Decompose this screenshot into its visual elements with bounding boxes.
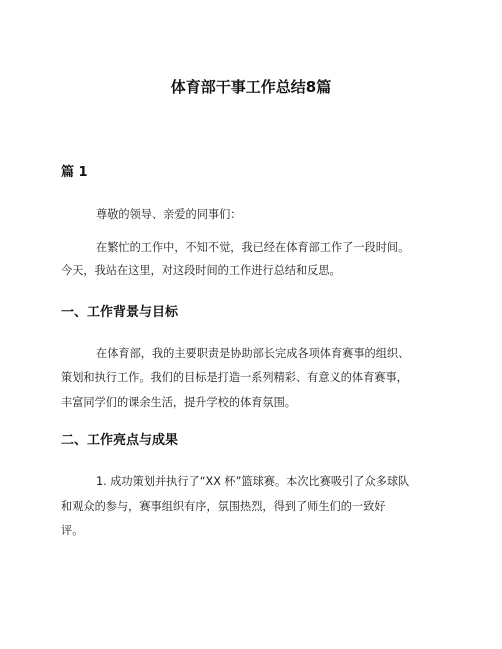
results-paragraph-line: 评。 — [61, 524, 84, 537]
section-label: 篇 1 — [61, 165, 88, 180]
document-title: 体育部干事工作总结8篇 — [170, 78, 332, 96]
background-paragraph-line: 策划和执行工作。我们的目标是打造一系列精彩、有意义的体育赛事， — [61, 371, 408, 384]
intro-paragraph-line: 今天，我站在这里，对这段时间的工作进行总结和反思。 — [61, 264, 341, 277]
results-paragraph-line: 1. 成功策划并执行了“XX 杯”篮球赛。本次比赛吸引了众多球队 — [96, 475, 410, 488]
greeting-text: 尊敬的领导、亲爱的同事们： — [96, 208, 242, 221]
heading-background: 一、工作背景与目标 — [61, 305, 179, 320]
heading-results: 二、工作亮点与成果 — [61, 433, 179, 448]
intro-paragraph-line: 在繁忙的工作中，不知不觉，我已经在体育部工作了一段时间。 — [96, 241, 410, 254]
background-paragraph-line: 丰富同学们的课余生活，提升学校的体育氛围。 — [61, 396, 296, 409]
background-paragraph-line: 在体育部，我的主要职责是协助部长完成各项体育赛事的组织、 — [96, 347, 410, 360]
results-paragraph-line: 和观众的参与，赛事组织有序，氛围热烈，得到了师生们的一致好 — [61, 500, 386, 513]
